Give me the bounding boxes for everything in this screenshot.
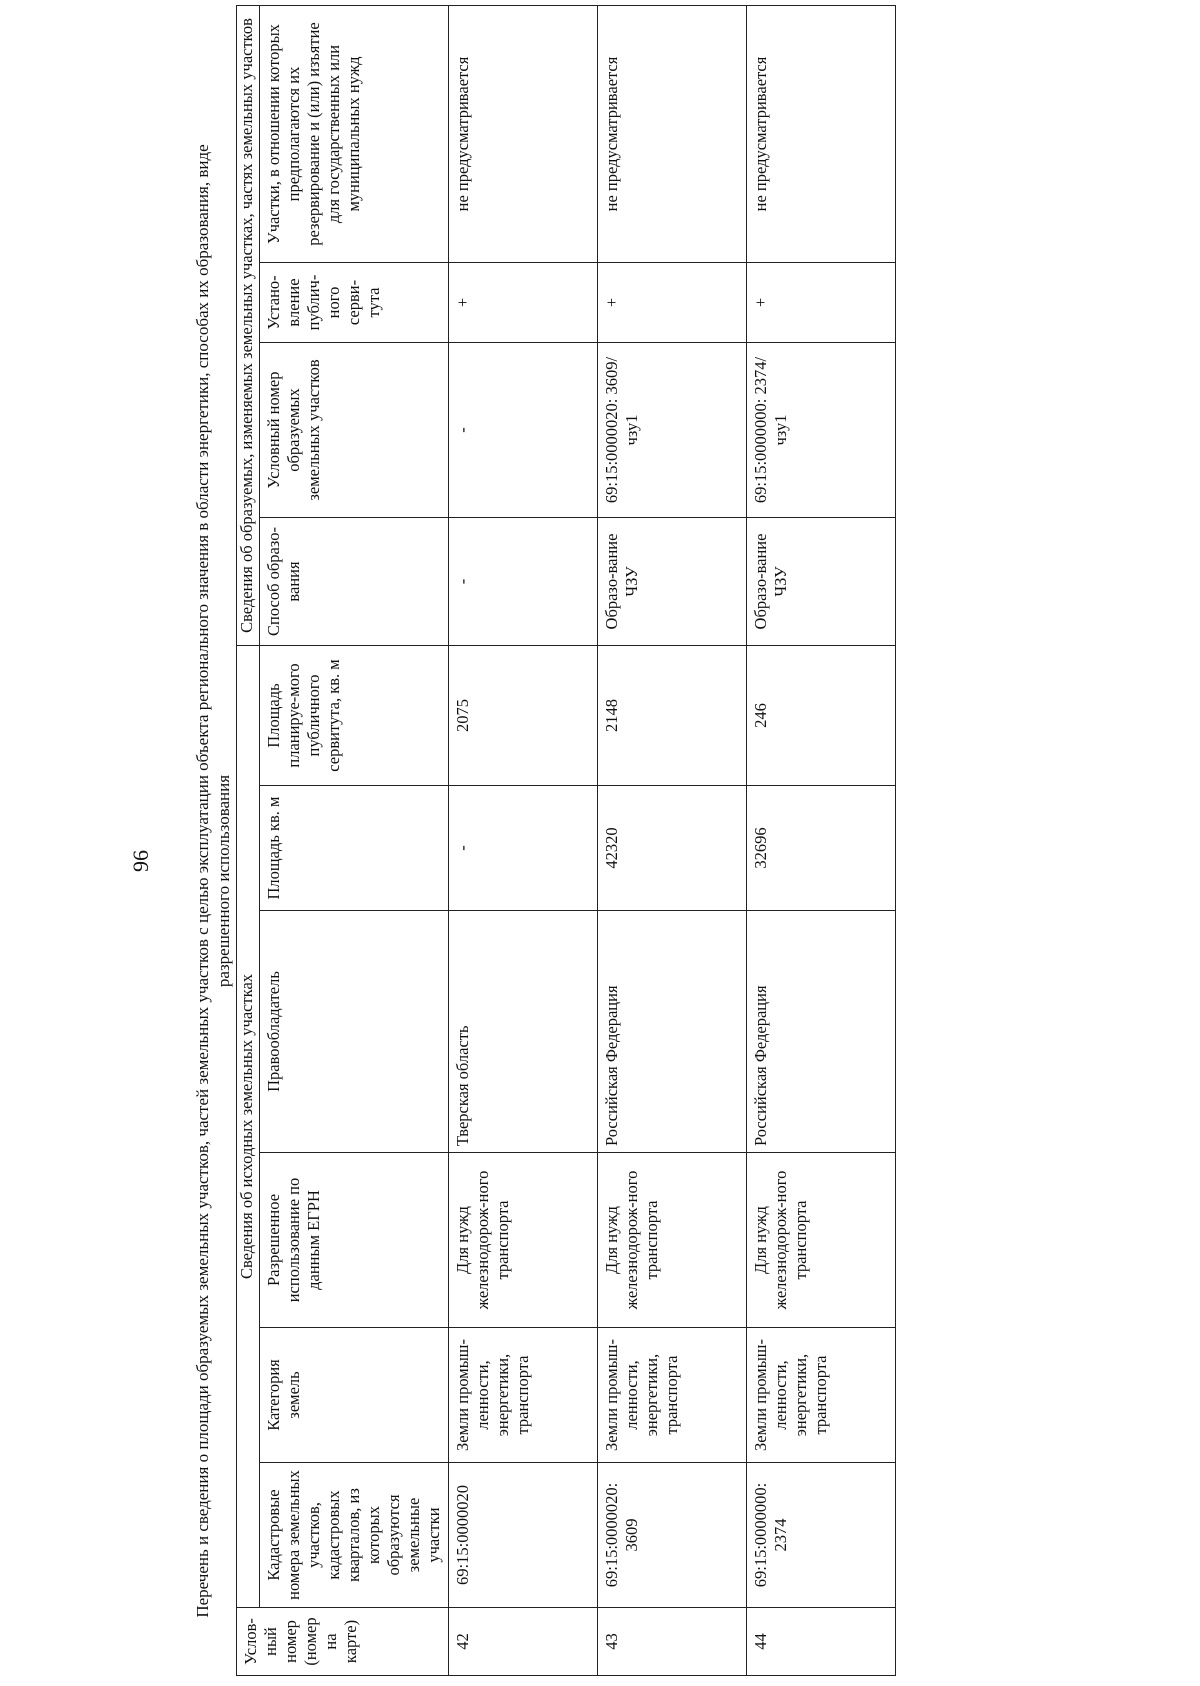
page-number: 96: [128, 850, 153, 872]
col-header-holder: Правообладатель: [260, 911, 449, 1153]
cell-area: 32696: [747, 786, 896, 911]
cell-holder: Тверская область: [449, 911, 598, 1153]
rotated-document: [188, 18, 1068, 1676]
cell-category: Земли промыш-ленности, энергетики, транспорта: [449, 1328, 598, 1463]
col-group-source: Сведения об исходных земельных участках: [237, 646, 260, 1608]
cell-cadastral: 69:15:0000020: 3609: [598, 1463, 747, 1608]
col-header-public-servitude: Устано-вление публич-ного серви-тута: [260, 263, 449, 343]
cell-method: Образо-вание ЧЗУ: [747, 518, 896, 646]
cell-method: Образо-вание ЧЗУ: [598, 518, 747, 646]
cell-servitude-area: 246: [747, 646, 896, 786]
cell-area: -: [449, 786, 598, 911]
cell-category: Земли промыш-ленности, энергетики, транспорта: [747, 1328, 896, 1463]
cell-permitted-use: Для нужд железнодорож-ного транспорта: [747, 1153, 896, 1328]
cell-num: 44: [747, 1608, 896, 1676]
cell-formed-number: 69:15:0000020: 3609/чзу1: [598, 343, 747, 518]
cell-area: 42320: [598, 786, 747, 911]
land-plots-table: [236, 5, 896, 1676]
cell-holder: Российская Федерация: [747, 911, 896, 1153]
cell-num: 42: [449, 1608, 598, 1676]
cell-category: Земли промыш-ленности, энергетики, транспорта: [598, 1328, 747, 1463]
col-header-area: Площадь кв. м: [260, 786, 449, 911]
col-header-formed-number: Условный номер образуемых земельных участков: [260, 343, 449, 518]
cell-servitude-area: 2075: [449, 646, 598, 786]
table-row: [449, 6, 598, 1676]
col-header-reserved: Участки, в отношении которых предполагаются их резервирование и (или) изъятие для государственных или муниципальных нужд: [260, 6, 449, 263]
cell-method: -: [449, 518, 598, 646]
cell-cadastral: 69:15:0000000: 2374: [747, 1463, 896, 1608]
cell-public-servitude: +: [449, 263, 598, 343]
col-header-category: Категория земель: [260, 1328, 449, 1463]
col-group-formed: Сведения об образуемых, изменяемых земельных участках, частях земельных участков: [237, 6, 260, 646]
table-title: Перечень и сведения о площади образуемых земельных участков, частей земельных участков с целью эксплуатации объекта регионального значения в области энергетики, способах их образования, виде разрешенного использования: [193, 144, 233, 1618]
col-header-method: Способ образо-вания: [260, 518, 449, 646]
table-row: [598, 6, 747, 1676]
cell-public-servitude: +: [747, 263, 896, 343]
cell-permitted-use: Для нужд железнодорож-ного транспорта: [449, 1153, 598, 1328]
cell-formed-number: 69:15:0000000: 2374/чзу1: [747, 343, 896, 518]
cell-reserved: не предусматривается: [449, 6, 598, 263]
cell-permitted-use: Для нужд железнодорож-ного транспорта: [598, 1153, 747, 1328]
cell-reserved: не предусматривается: [598, 6, 747, 263]
cell-num: 43: [598, 1608, 747, 1676]
col-header-servitude-area: Площадь планируе-мого публичного сервитута, кв. м: [260, 646, 449, 786]
cell-cadastral: 69:15:0000020: [449, 1463, 598, 1608]
col-header-cadastral: Кадастровые номера земельных участков, кадастровых кварталов, из которых образуются земельные участки: [260, 1463, 449, 1608]
header-group-row: [237, 6, 260, 1676]
col-header-permitted-use: Разрешенное использование по данным ЕГРН: [260, 1153, 449, 1328]
cell-public-servitude: +: [598, 263, 747, 343]
cell-formed-number: -: [449, 343, 598, 518]
table-row: [747, 6, 896, 1676]
cell-holder: Российская Федерация: [598, 911, 747, 1153]
cell-servitude-area: 2148: [598, 646, 747, 786]
cell-reserved: не предусматривается: [747, 6, 896, 263]
header-row: [260, 6, 449, 1676]
col-header-num: Услов-ный номер (номер на карте): [237, 1608, 449, 1676]
